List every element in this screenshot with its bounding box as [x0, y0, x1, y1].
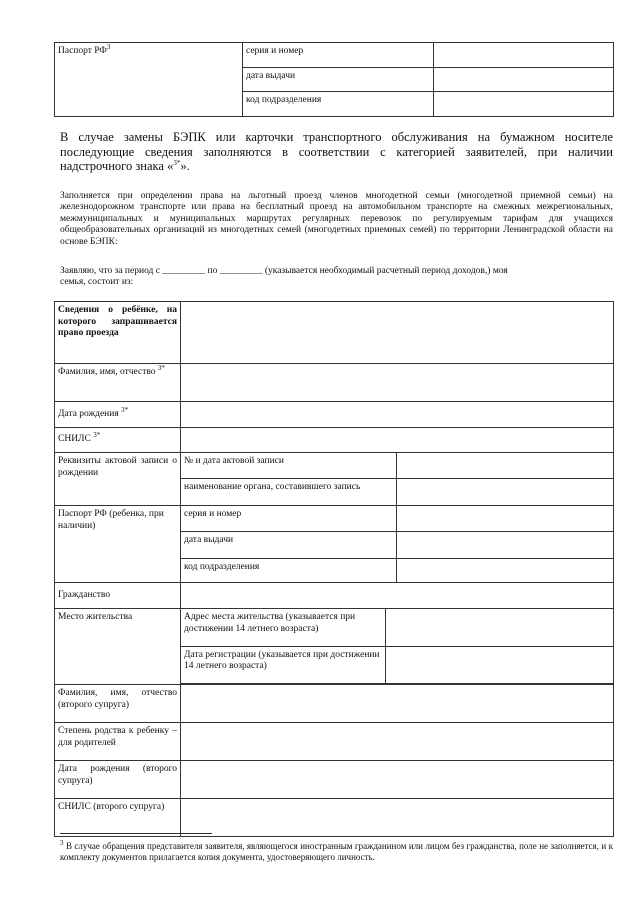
child-snils-label: СНИЛС $^{3*}$ — [55, 428, 181, 453]
child-birth-date-sup: 3* — [121, 405, 129, 414]
residence-address-field[interactable] — [385, 609, 613, 646]
child-passport-issue-date-field[interactable] — [397, 532, 614, 559]
spouse-snils-label: СНИЛС (второго супруга) — [55, 799, 181, 837]
child-full-name-field[interactable] — [181, 364, 614, 402]
residence-subtable — [181, 609, 613, 683]
birth-record-number-field[interactable] — [397, 453, 614, 479]
spouse-birth-date-field[interactable] — [181, 761, 614, 799]
child-info-table — [54, 301, 614, 837]
footnote — [60, 841, 613, 863]
residence-registration-date-field[interactable] — [385, 646, 613, 683]
fill-note: Заполняется при определении права на льготный проезд членов многодетной семьи (многодетной приемной семьи) на железнодорожном транспорте или права на бесплатный проезд на автомобильном транспорте на смежных межрегиональных, межмуниципальных и муниципальных маршрутах регулярных перевозок по регулируемым тарифам для учащихся общеобразовательных организаций из многодетных семей (многодетных приемных семей) по территории Ленинградской области на основе БЭПК: — [60, 191, 613, 247]
birth-record-label: Реквизиты актовой записи о рождении — [55, 453, 181, 506]
passport-table — [54, 42, 614, 117]
child-passport-issue-date-label: дата выдачи — [181, 532, 397, 559]
child-full-name-sup: 3* — [157, 363, 165, 372]
birth-record-authority-label: наименование органа, составившего запись — [181, 479, 397, 506]
child-full-name-label: Фамилия, имя, отчество $^{3*}$ — [55, 364, 181, 402]
residence-label: Место жительства — [55, 609, 181, 685]
replacement-text: В случае замены БЭПК или карточки транспортного обслуживания на бумажном носителе последующие сведения заполняются в соответствии с категорией заявителей, при наличии надстрочного знака « — [60, 130, 613, 173]
passport-sup: 3 — [106, 42, 111, 51]
citizenship-field[interactable] — [181, 583, 614, 609]
passport-series-label: серия и номер — [243, 43, 434, 68]
declaration-part3: (указывается необходимый расчетный период доходов,) моя — [264, 266, 508, 276]
period-end-blank[interactable]: _________ — [219, 266, 263, 276]
footnote-mark: 3 — [60, 839, 64, 847]
child-birth-date-label: Дата рождения $^{3*}$ — [55, 402, 181, 428]
birth-record-number-label: № и дата актовой записи — [181, 453, 397, 479]
child-birth-date-field[interactable] — [181, 402, 614, 428]
child-passport-division-code-field[interactable] — [397, 559, 614, 583]
spouse-full-name-field[interactable] — [181, 685, 614, 723]
kinship-label: Степень родства к ребенку – для родителей — [55, 723, 181, 761]
passport-issue-date-field[interactable] — [434, 68, 614, 92]
birth-record-authority-field[interactable] — [397, 479, 614, 506]
declaration-part1: Заявляю, что за период с — [60, 266, 160, 276]
child-header-cell: Сведения о ребёнке, на которого запрашивается право проезда — [55, 302, 181, 364]
passport-division-code-label: код подразделения — [243, 92, 434, 117]
footnote-text: В случае обращения представителя заявителя, являющегося иностранным гражданином или лицом без гражданства, поле не заполняется, и к комплекту документов прилагается копия документа, удостоверяющего личность. — [60, 841, 614, 862]
child-header-field[interactable] — [181, 302, 614, 364]
declaration — [60, 266, 613, 289]
declaration-part2: по — [207, 266, 218, 276]
residence-registration-date-label: Дата регистрации (указывается при достижении 14 летнего возраста) — [181, 646, 385, 683]
passport-issue-date-label: дата выдачи — [243, 68, 434, 92]
residence-address-label: Адрес места жительства (указывается при достижении 14 летнего возраста) — [181, 609, 385, 646]
kinship-field[interactable] — [181, 723, 614, 761]
child-snils-sup: 3* — [93, 431, 101, 440]
passport-division-code-field[interactable] — [434, 92, 614, 117]
child-passport-series-label: серия и номер — [181, 506, 397, 532]
child-snils-field[interactable] — [181, 428, 614, 453]
period-start-blank[interactable]: _________ — [162, 266, 206, 276]
passport-label: Паспорт РФ — [58, 46, 107, 56]
child-passport-division-code-label: код подразделения — [181, 559, 397, 583]
passport-series-field[interactable] — [434, 43, 614, 68]
residence-subtable-cell — [181, 609, 614, 684]
citizenship-label: Гражданство — [55, 583, 181, 609]
replacement-paragraph — [60, 130, 613, 174]
child-passport-series-field[interactable] — [397, 506, 614, 532]
passport-label-cell — [55, 43, 243, 117]
child-passport-label: Паспорт РФ (ребенка, при наличии) — [55, 506, 181, 583]
spouse-snils-field[interactable] — [181, 799, 614, 837]
replacement-end: ». — [180, 159, 190, 173]
spouse-full-name-label: Фамилия, имя, отчество (второго супруга) — [55, 685, 181, 723]
declaration-line2: семья, состоит из: — [60, 277, 134, 288]
replacement-sup: 3* — [173, 158, 181, 167]
footnote-separator — [60, 833, 212, 834]
spouse-birth-date-label: Дата рождения (второго супруга) — [55, 761, 181, 799]
